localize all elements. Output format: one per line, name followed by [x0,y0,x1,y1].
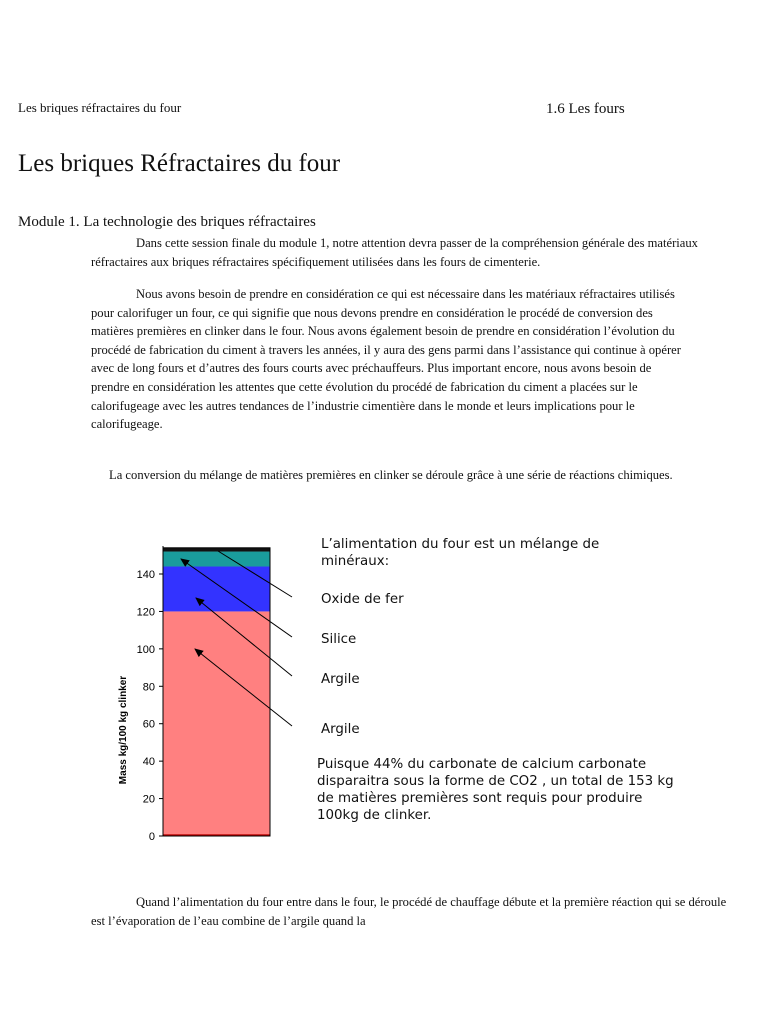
arrow-argile-2 [195,649,292,726]
y-tick-label: 140 [136,569,155,581]
y-tick-label: 80 [142,681,155,694]
paragraph-considerations: Nous avons besoin de prendre en considération ce qui est nécessaire dans les matériaux réfractaires utilisés pour calorifuger un four, ce qui signifie que nous devons prendre en considération le procédé de conversion des matières premières en clinker dans le four. Nous avons également besoin de prendre en considération l’évolution du procédé de fabrication du ciment à travers les années, il y aura des gens parmi dans l’assistance qui continue à opérer avec de long fours et d’autres des fours courts avec préchauffeurs. Plus important encore, nous avons besoin de prendre en considération les attentes que cette évolution du procédé de fabrication du ciment a placées sur le calorifugeage avec les autres tendances de l’industrie cimentière dans le monde et leurs implications pour le calorifugeage. [91,287,681,432]
y-tick-label: 60 [142,718,155,731]
paragraph-heating: Quand l’alimentation du four entre dans le four, le procédé de chauffage débute et la première réaction qui se déroule est l’évaporation de l’eau combine de l’argile quand la [91,895,727,928]
header-chapter: 1.6 Les fours [546,101,625,117]
paragraph-intro: Dans cette session finale du module 1, notre attention devra passer de la compréhension générale des matériaux réfractaires aux briques réfractaires spécifiquement utilisées dans les fours de cimenterie. [91,236,698,269]
module-heading: Module 1. La technologie des briques réfractaires [18,214,316,230]
arrow-oxide [218,551,292,597]
chart-y-axis-label: Mass kg/100 kg clinker [118,675,129,785]
page-title: Les briques Réfractaires du four [18,150,341,177]
arrow-argile-1 [196,598,292,676]
y-tick-label: 100 [136,643,155,656]
y-tick-label: 20 [142,793,155,806]
y-tick-label: 0 [148,831,155,843]
annotation-silice: Silice [321,632,357,647]
annotation-kiln-feed: L’alimentation du four est un mélange de minéraux: [321,537,600,569]
annotation-argile-1: Argile [321,672,360,687]
annotation-conclusion: Puisque 44% du carbonate de calcium carbonate disparaitra sous la forme de CO2 , un total de 153 kg de matières premières sont requis pour produire 100kg de clinker. [317,757,674,823]
annotation-argile-2: Argile [321,722,360,737]
annotation-oxide-fer: Oxide de fer [321,592,404,607]
header-section-title: Les briques réfractaires du four [18,100,182,115]
y-tick-label: 40 [142,756,155,769]
arrow-silice [181,559,292,637]
y-tick-label: 120 [136,606,155,619]
paragraph-conversion: La conversion du mélange de matières premières en clinker se déroule grâce à une série de réactions chimiques. [109,468,673,482]
